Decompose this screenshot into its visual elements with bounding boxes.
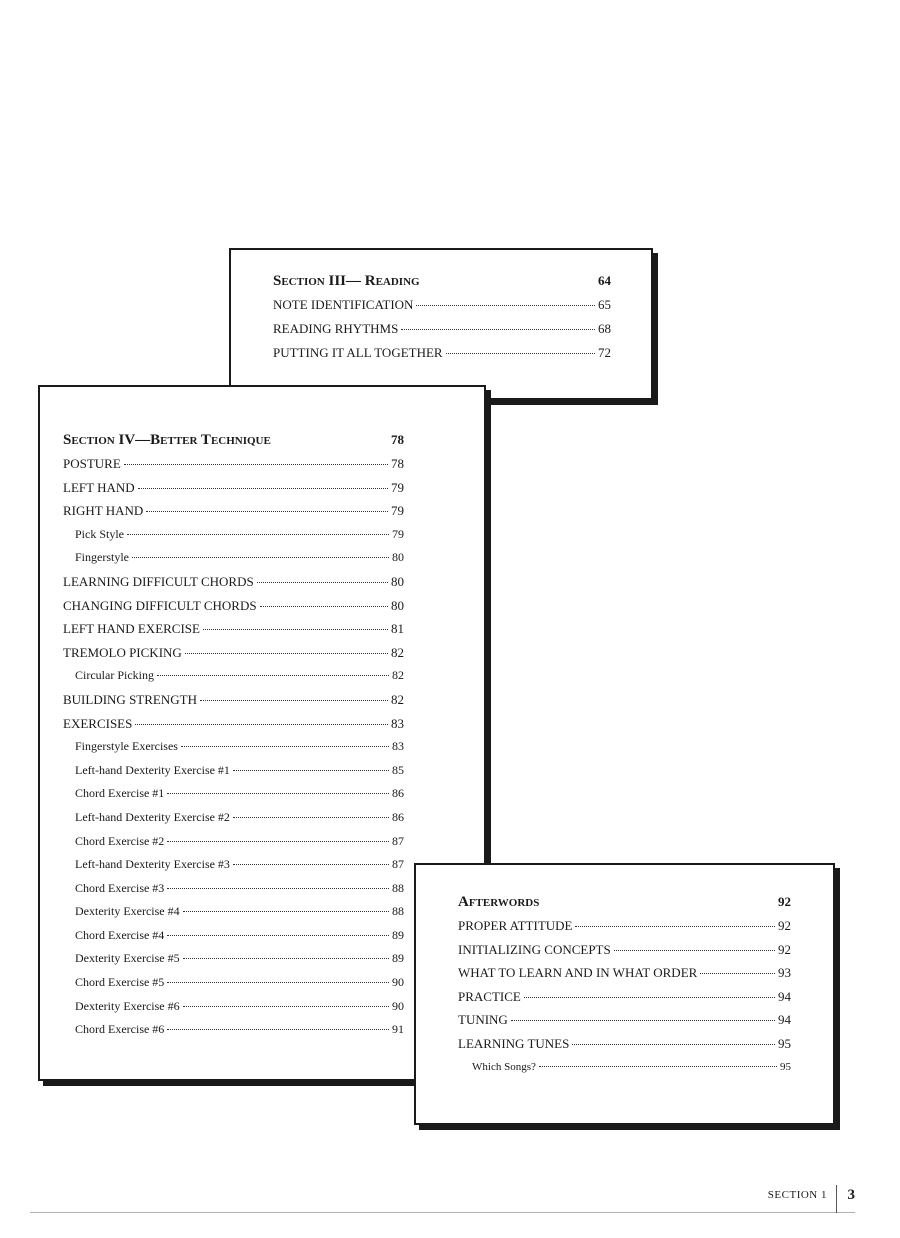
toc-entry	[458, 938, 791, 962]
section-heading	[273, 268, 611, 293]
dot-leader	[167, 1029, 389, 1030]
toc-entry-label: Dexterity Exercise #5	[75, 951, 180, 966]
toc-entry-page: 72	[598, 345, 611, 360]
toc-entry-label: Left-hand Dexterity Exercise #3	[75, 857, 230, 872]
toc-entry	[63, 853, 404, 877]
toc-entry-label: TUNING	[458, 1012, 508, 1028]
toc-entry	[273, 317, 611, 341]
section-page: 92	[778, 894, 791, 909]
toc-entry-label: Chord Exercise #5	[75, 975, 165, 990]
dot-leader	[416, 305, 595, 306]
dot-leader	[183, 911, 389, 912]
toc-entry	[63, 924, 404, 948]
toc-entry-label: Which Songs?	[472, 1060, 536, 1073]
toc-entry-label: PUTTING IT ALL TOGETHER	[273, 345, 443, 360]
toc-entry-page: 90	[392, 975, 404, 990]
toc-entry-label: BUILDING STRENGTH	[63, 691, 197, 707]
toc-entry-page: 82	[391, 691, 404, 707]
dot-leader	[146, 511, 388, 512]
section-page: 64	[598, 273, 611, 288]
dot-leader	[446, 353, 595, 354]
toc-entry-page: 87	[392, 833, 404, 848]
dot-leader	[135, 724, 388, 725]
toc-entry-label: Fingerstyle Exercises	[75, 739, 178, 754]
toc-entry	[63, 641, 404, 665]
dot-leader	[181, 746, 389, 747]
footer-section-label: SECTION 1	[767, 1189, 827, 1201]
dot-leader	[185, 653, 388, 654]
toc-list	[458, 914, 791, 1079]
toc-entry-label: RIGHT HAND	[63, 503, 144, 519]
toc-entry	[63, 735, 404, 759]
toc-entry-label: NOTE IDENTIFICATION	[273, 297, 414, 312]
toc-entry-label: Chord Exercise #4	[75, 927, 165, 942]
footer-divider	[836, 1185, 837, 1213]
toc-entry-label: INITIALIZING CONCEPTS	[458, 941, 611, 957]
dot-leader	[183, 958, 389, 959]
toc-entry	[63, 617, 404, 641]
toc-entry-page: 82	[392, 668, 404, 683]
toc-entry-label: Dexterity Exercise #4	[75, 904, 180, 919]
dot-leader	[183, 1006, 389, 1007]
toc-entry-label: LEARNING DIFFICULT CHORDS	[63, 573, 254, 589]
toc-entry-page: 91	[392, 1022, 404, 1037]
toc-entry-page: 85	[392, 762, 404, 777]
section-title: Afterwords	[458, 894, 540, 910]
toc-entry	[63, 452, 404, 476]
dot-leader	[167, 841, 389, 842]
toc-entry-page: 86	[392, 786, 404, 801]
toc-entry-page: 79	[391, 479, 404, 495]
toc-entry	[458, 961, 791, 985]
toc-entry-page: 80	[391, 573, 404, 589]
toc-entry	[63, 523, 404, 547]
toc-entry-page: 80	[391, 597, 404, 613]
toc-entry	[63, 900, 404, 924]
toc-entry	[63, 877, 404, 901]
section-heading	[63, 427, 404, 452]
dot-leader	[203, 629, 388, 630]
footer-rule	[30, 1212, 855, 1213]
toc-entry-page: 86	[392, 809, 404, 824]
toc-entry-page: 83	[392, 739, 404, 754]
toc-entry	[63, 995, 404, 1019]
toc-entry-page: 95	[778, 1035, 791, 1051]
toc-entry	[63, 947, 404, 971]
toc-entry-label: Dexterity Exercise #6	[75, 998, 180, 1013]
toc-entry	[458, 1008, 791, 1032]
toc-entry	[458, 914, 791, 938]
toc-entry-label: Fingerstyle	[75, 550, 129, 565]
dot-leader	[539, 1066, 777, 1067]
toc-entry-page: 80	[392, 550, 404, 565]
toc-entry-label: TREMOLO PICKING	[63, 644, 182, 660]
toc-entry	[63, 688, 404, 712]
section-heading	[458, 889, 791, 914]
toc-list	[273, 293, 611, 365]
dot-leader	[575, 926, 775, 927]
toc-entry-page: 65	[598, 297, 611, 312]
toc-entry-label: Left-hand Dexterity Exercise #1	[75, 762, 230, 777]
dot-leader	[700, 973, 775, 974]
toc-entry-page: 87	[392, 857, 404, 872]
toc-entry-page: 78	[391, 456, 404, 471]
toc-entry-page: 92	[778, 941, 791, 957]
toc-entry	[458, 1032, 791, 1056]
toc-entry-page: 89	[392, 951, 404, 966]
toc-entry-label: LEFT HAND EXERCISE	[63, 621, 200, 637]
toc-entry-label: LEARNING TUNES	[458, 1035, 570, 1051]
toc-entry	[63, 759, 404, 783]
dot-leader	[157, 675, 389, 676]
dot-leader	[124, 464, 388, 465]
toc-entry	[63, 594, 404, 618]
toc-entry-page: 81	[391, 621, 404, 637]
toc-entry-page: 94	[778, 1012, 791, 1028]
toc-entry-page: 89	[392, 927, 404, 942]
dot-leader	[572, 1044, 775, 1045]
section-title: Section III— Reading	[273, 273, 420, 289]
toc-panel-section-3	[229, 248, 653, 400]
toc-entry-label: LEFT HAND	[63, 479, 135, 495]
toc-entry	[63, 806, 404, 830]
toc-entry	[63, 476, 404, 500]
toc-list	[63, 452, 404, 1042]
toc-entry-label: Chord Exercise #1	[75, 786, 165, 801]
dot-leader	[167, 888, 389, 889]
toc-entry	[63, 971, 404, 995]
toc-entry-page: 93	[778, 965, 791, 981]
dot-leader	[167, 982, 389, 983]
toc-entry-page: 92	[778, 918, 791, 933]
toc-entry	[63, 570, 404, 594]
toc-entry-page: 79	[392, 526, 404, 541]
toc-panel-afterwords	[414, 863, 835, 1125]
toc-entry	[63, 712, 404, 736]
toc-entry	[63, 782, 404, 806]
toc-entry	[273, 293, 611, 317]
dot-leader	[200, 700, 388, 701]
toc-entry-page: 68	[598, 321, 611, 336]
toc-entry-page: 83	[391, 715, 404, 731]
section-page: 78	[391, 432, 404, 447]
toc-entry-page: 82	[391, 644, 404, 660]
toc-entry-label: Chord Exercise #2	[75, 833, 165, 848]
toc-entry	[63, 1018, 404, 1042]
page-footer	[30, 1187, 855, 1213]
dot-leader	[260, 606, 388, 607]
dot-leader	[167, 935, 389, 936]
toc-entry-label: PROPER ATTITUDE	[458, 918, 573, 933]
dot-leader	[511, 1020, 775, 1021]
dot-leader	[132, 557, 389, 558]
toc-entry-label: Chord Exercise #6	[75, 1022, 165, 1037]
section-title: Section IV—Better Technique	[63, 432, 271, 448]
toc-entry-page: 94	[778, 988, 791, 1004]
toc-entry-page: 95	[780, 1060, 791, 1073]
toc-entry-label: POSTURE	[63, 456, 121, 471]
toc-entry	[458, 1056, 791, 1080]
toc-entry-page: 88	[392, 904, 404, 919]
dot-leader	[167, 793, 389, 794]
toc-entry	[63, 546, 404, 570]
toc-entry-label: READING RHYTHMS	[273, 321, 399, 336]
toc-entry	[63, 499, 404, 523]
toc-entry	[458, 985, 791, 1009]
dot-leader	[233, 817, 389, 818]
toc-entry	[63, 830, 404, 854]
toc-entry-label: Pick Style	[75, 526, 125, 541]
toc-entry-label: Circular Picking	[75, 668, 154, 683]
dot-leader	[138, 488, 388, 489]
toc-entry-page: 79	[391, 503, 404, 519]
toc-entry-label: Left-hand Dexterity Exercise #2	[75, 809, 230, 824]
toc-entry-label: CHANGING DIFFICULT CHORDS	[63, 597, 257, 613]
dot-leader	[257, 582, 388, 583]
toc-entry-page: 90	[392, 998, 404, 1013]
toc-entry-label: Chord Exercise #3	[75, 880, 165, 895]
page-number: 3	[847, 1187, 855, 1203]
dot-leader	[614, 950, 775, 951]
toc-entry	[273, 341, 611, 365]
dot-leader	[401, 329, 595, 330]
dot-leader	[233, 864, 389, 865]
dot-leader	[524, 997, 775, 998]
toc-entry-label: WHAT TO LEARN AND IN WHAT ORDER	[458, 965, 698, 981]
dot-leader	[127, 534, 389, 535]
toc-entry	[63, 664, 404, 688]
toc-entry-label: PRACTICE	[458, 988, 521, 1004]
dot-leader	[233, 770, 389, 771]
toc-entry-label: EXERCISES	[63, 715, 133, 731]
toc-entry-page: 88	[392, 880, 404, 895]
